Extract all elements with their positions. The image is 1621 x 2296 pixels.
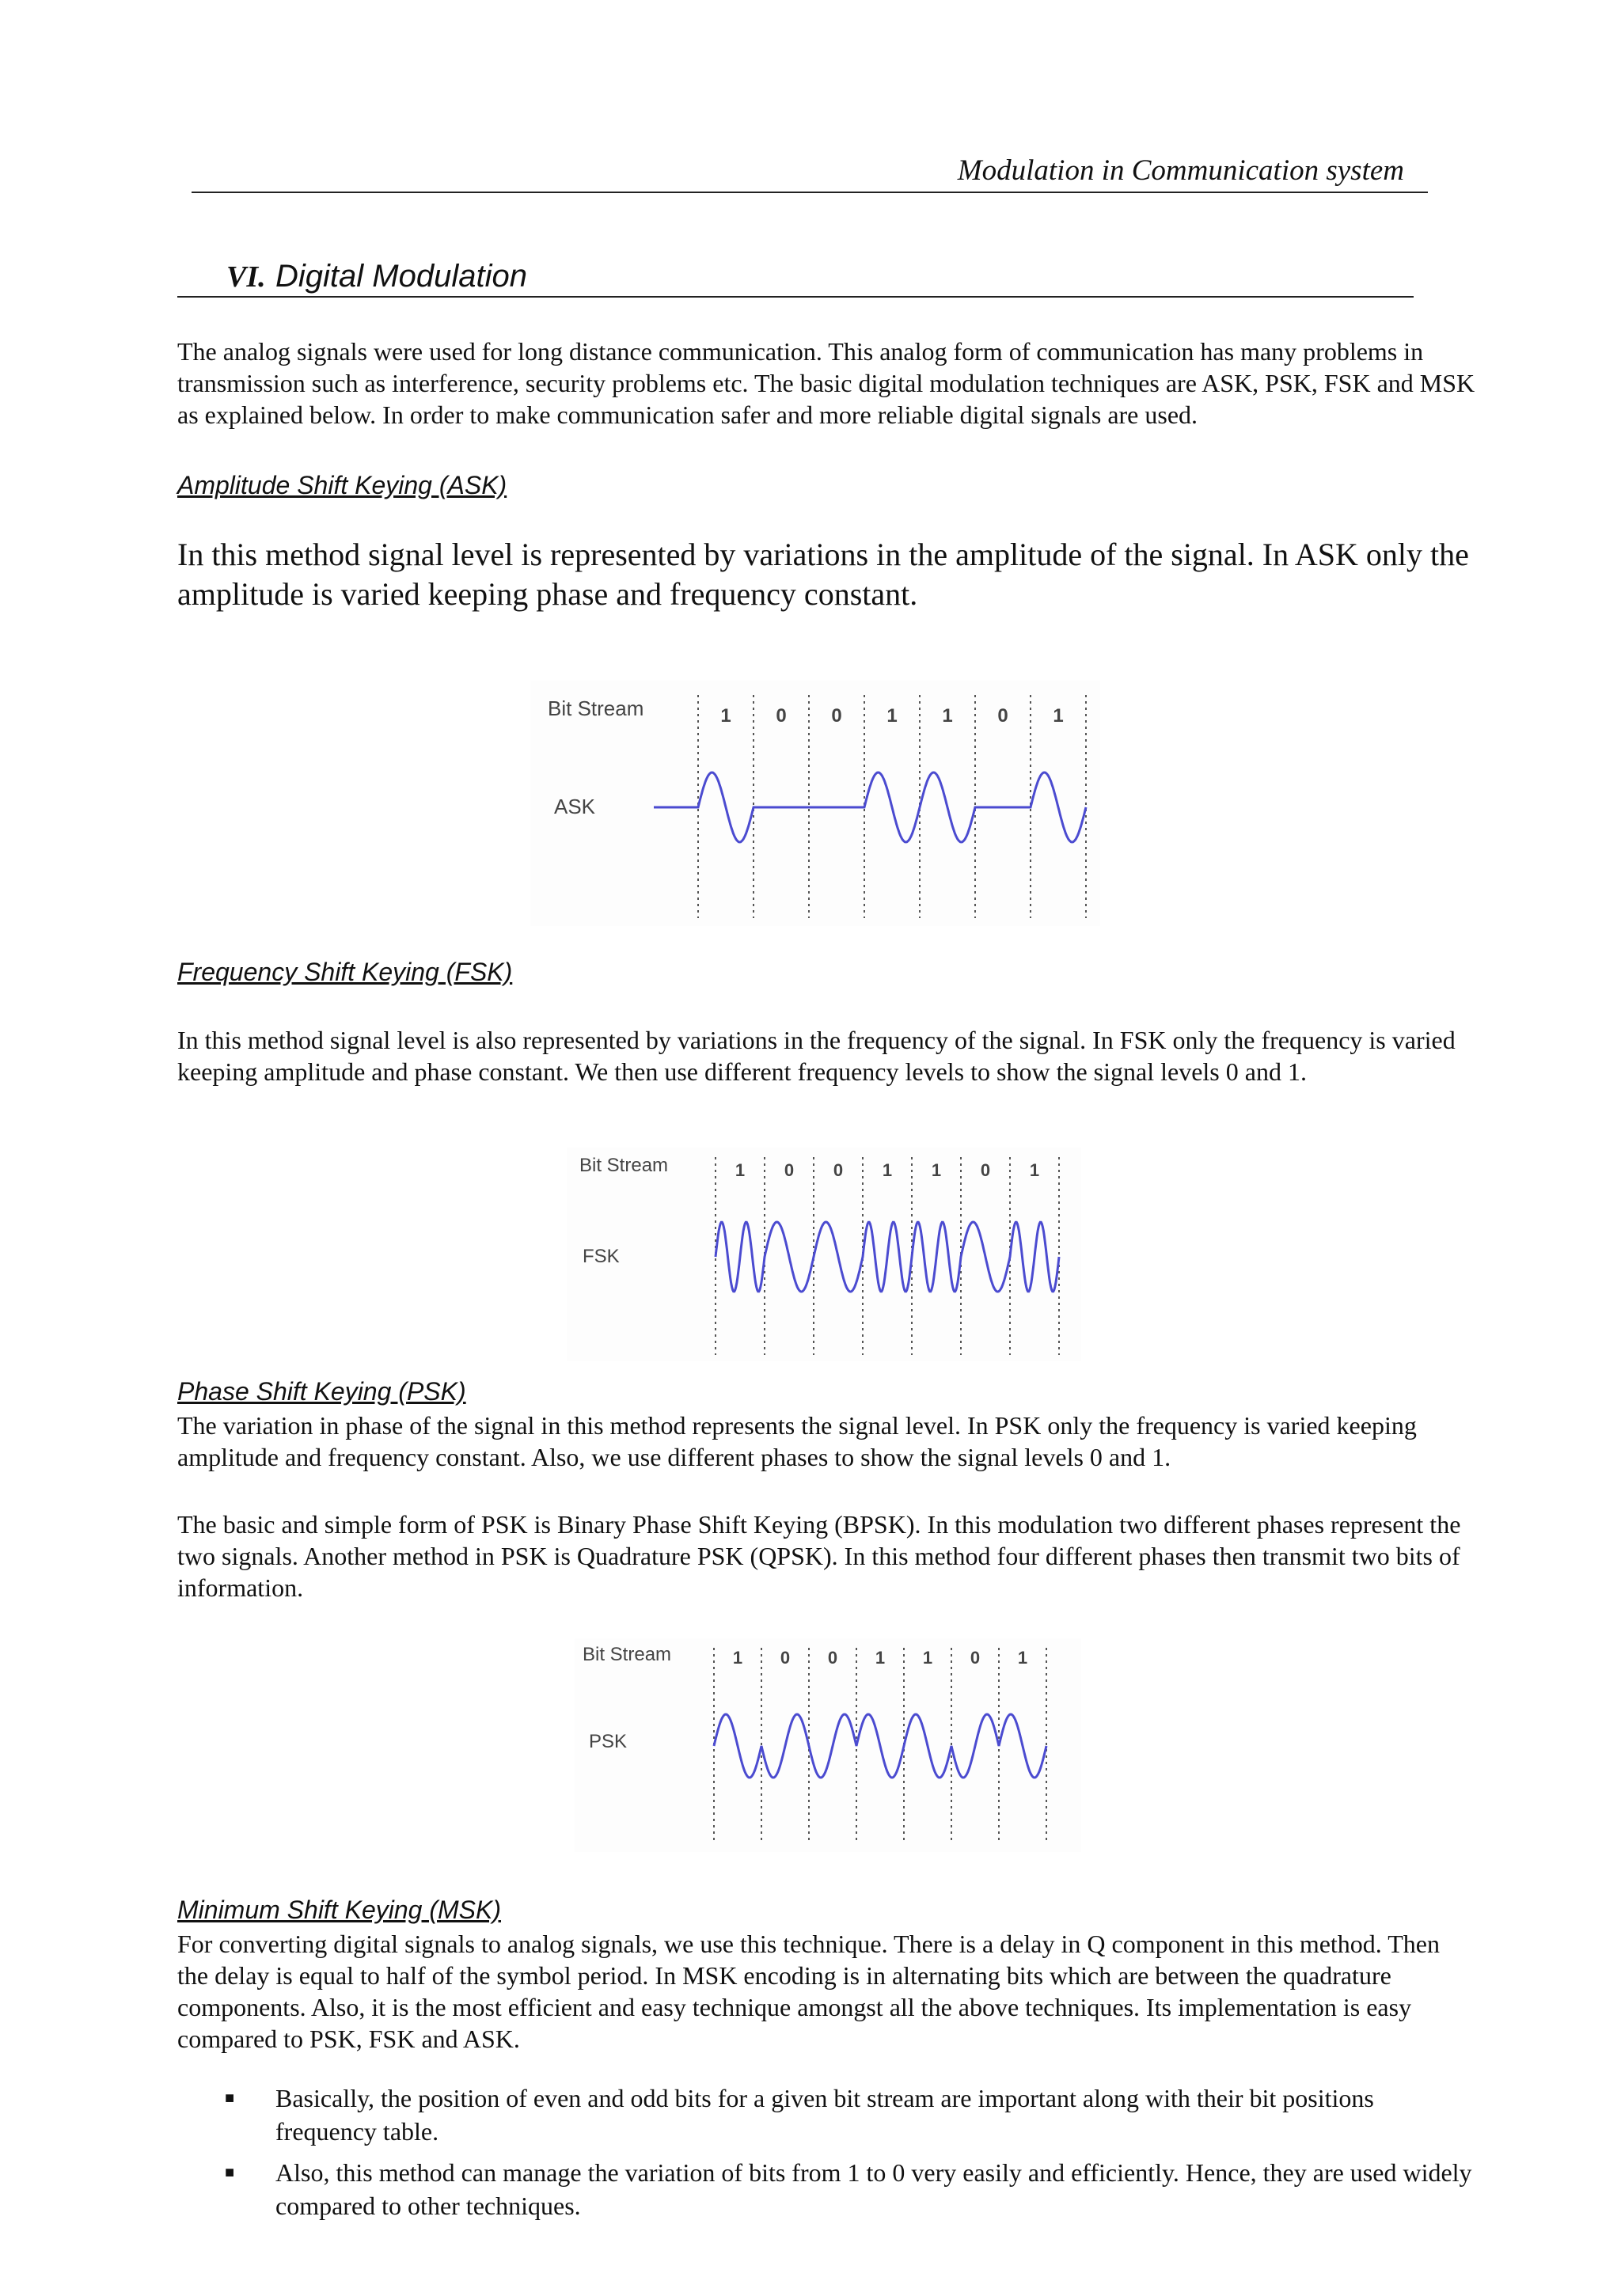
psk-paragraph-1: The variation in phase of the signal in this method represents the signal level. In PSK only the frequency is varied keeping amplitude and frequency constant. Also, we use different phases to show the signal levels 0 and 1.	[177, 1411, 1417, 1471]
psk-figure	[575, 1638, 1081, 1852]
bit-label: 1	[720, 705, 731, 727]
bit-label: 1	[1017, 1648, 1028, 1668]
bullet-text: Also, this method can manage the variation of bits from 1 to 0 very easily and efficiently. Hence, they are used widely compared to other techniques.	[275, 2158, 1472, 2220]
psk-bit-labels	[733, 1648, 1027, 1668]
intro-paragraph: The analog signals were used for long distance communication. This analog form of communication has many problems in transmission such as interference, security problems etc. The basic digital modulation techniques are ASK, PSK, FSK and MSK as explained below. In order to make communication safer and more reliable digital signals are used.	[177, 337, 1475, 429]
fsk-heading: Frequency Shift Keying (FSK)	[177, 958, 513, 986]
psk-heading: Phase Shift Keying (PSK)	[177, 1377, 466, 1406]
section-heading	[177, 255, 1414, 298]
bit-label: 0	[831, 705, 842, 727]
section-title: Digital Modulation	[275, 259, 527, 294]
psk-bitstream-label: Bit Stream	[583, 1644, 672, 1665]
fsk-figure	[567, 1148, 1081, 1361]
ask-paragraph: In this method signal level is represented by variations in the amplitude of the signal. In ASK only the amplitude is varied keeping phase and frequency constant.	[177, 537, 1469, 612]
ask-bit-labels	[720, 705, 1063, 727]
bit-label: 0	[827, 1648, 838, 1668]
fsk-paragraph: In this method signal level is also represented by variations in the frequency of the signal. In FSK only the frequency is varied keeping amplitude and phase constant. We then use different frequency levels to show the signal levels 0 and 1.	[177, 1026, 1456, 1086]
ask-heading: Amplitude Shift Keying (ASK)	[177, 471, 507, 499]
ask-bitstream-label: Bit Stream	[548, 696, 644, 720]
bit-label: 1	[875, 1648, 886, 1668]
square-bullet-icon: ■	[225, 2164, 235, 2181]
bit-label: 0	[970, 1648, 981, 1668]
fsk-bitstream-label: Bit Stream	[579, 1155, 669, 1176]
psk-diagram	[575, 1638, 1081, 1852]
psk-waveform	[714, 1714, 1046, 1778]
bit-label: 1	[882, 1160, 893, 1180]
msk-heading: Minimum Shift Keying (MSK)	[177, 1896, 501, 1924]
bit-label: 0	[780, 1648, 791, 1668]
msk-bullet-list	[177, 2082, 1475, 2230]
list-item	[177, 2082, 1475, 2148]
fsk-waveform	[716, 1222, 1059, 1292]
bit-label: 1	[931, 1160, 942, 1180]
bit-label: 0	[776, 705, 787, 727]
bit-label: 1	[1029, 1160, 1040, 1180]
bit-label: 0	[997, 705, 1008, 727]
fsk-diagram	[567, 1148, 1081, 1361]
ask-signal-label: ASK	[554, 795, 596, 818]
bit-label: 0	[784, 1160, 795, 1180]
running-header	[192, 152, 1428, 193]
psk-signal-label: PSK	[589, 1731, 628, 1752]
bit-label: 1	[922, 1648, 933, 1668]
msk-paragraph: For converting digital signals to analog signals, we use this technique. There is a delay in Q component in this method. Then the delay is equal to half of the symbol period. In MSK encoding is in alternating bits which are between the quadrature components. Also, it is the most efficient and easy technique amongst all the above techniques. Its implementation is easy compared to PSK, FSK and ASK.	[177, 1930, 1440, 2053]
bit-label: 1	[886, 705, 898, 727]
square-bullet-icon: ■	[225, 2089, 235, 2107]
psk-paragraph-2: The basic and simple form of PSK is Binary Phase Shift Keying (BPSK). In this modulation two different phases represent the two signals. Another method in PSK is Quadrature PSK (QPSK). In this method four different phases then transmit two bits of information.	[177, 1510, 1461, 1602]
bit-label: 1	[735, 1160, 746, 1180]
bit-label: 0	[833, 1160, 844, 1180]
fsk-bit-labels	[735, 1160, 1039, 1180]
ask-figure	[530, 681, 1100, 926]
bit-label: 0	[980, 1160, 991, 1180]
running-title: Modulation in Communication system	[957, 154, 1404, 187]
section-number: VI.	[226, 260, 266, 294]
bit-label: 1	[942, 705, 953, 727]
bullet-text: Basically, the position of even and odd bits for a given bit stream are important along with their bit positions frequency table.	[275, 2084, 1374, 2146]
bit-label: 1	[732, 1648, 743, 1668]
ask-waveform	[654, 772, 1086, 842]
list-item	[177, 2156, 1475, 2222]
ask-diagram	[530, 681, 1100, 926]
bit-label: 1	[1053, 705, 1064, 727]
fsk-signal-label: FSK	[583, 1246, 620, 1267]
